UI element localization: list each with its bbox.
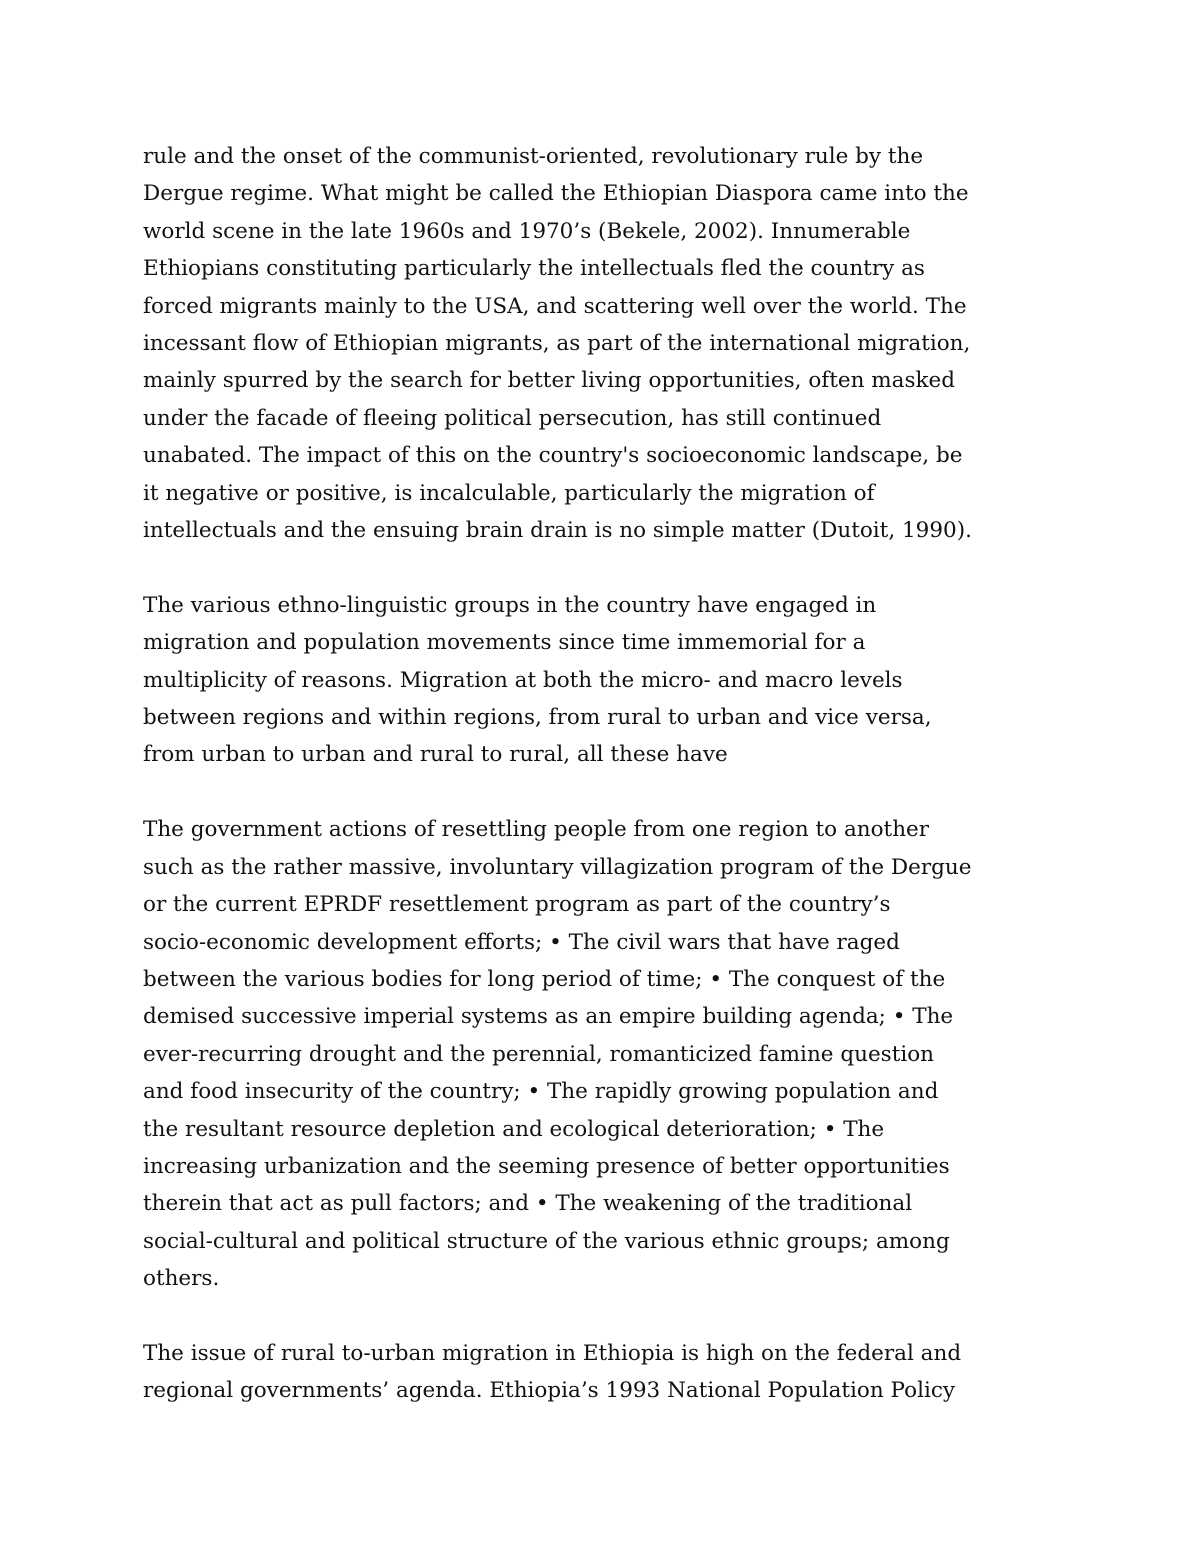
- text-line: therein that act as pull factors; and • The weakening of the traditional: [143, 1191, 913, 1217]
- text-line: such as the rather massive, involuntary villagization program of the Dergue: [143, 854, 972, 880]
- paragraph-ethno-linguistic-migration: [143, 587, 1073, 774]
- text-line: and food insecurity of the country; • The rapidly growing population and: [143, 1079, 939, 1105]
- paragraph-ethiopian-diaspora: [143, 138, 1073, 549]
- text-line: or the current EPRDF resettlement program as part of the country’s: [143, 892, 891, 918]
- text-line: others.: [143, 1266, 220, 1292]
- text-line: between the various bodies for long period of time; • The conquest of the: [143, 966, 946, 992]
- text-line: forced migrants mainly to the USA, and scattering well over the world. The: [143, 293, 967, 319]
- document-body: [143, 138, 1073, 1447]
- text-line: The various ethno-linguistic groups in the country have engaged in: [143, 592, 877, 618]
- text-line: migration and population movements since time immemorial for a: [143, 630, 866, 656]
- text-line: intellectuals and the ensuing brain drain is no simple matter (Dutoit, 1990).: [143, 518, 972, 544]
- text-line: social-cultural and political structure of the various ethnic groups; among: [143, 1228, 950, 1254]
- text-line: rule and the onset of the communist-oriented, revolutionary rule by the: [143, 144, 924, 169]
- text-line: between regions and within regions, from rural to urban and vice versa,: [143, 705, 932, 731]
- text-line: ever-recurring drought and the perennial, romanticized famine question: [143, 1041, 935, 1067]
- text-line: under the facade of fleeing political persecution, has still continued: [143, 405, 882, 431]
- text-line: The issue of rural to-urban migration in Ethiopia is high on the federal and: [143, 1340, 962, 1366]
- text-line: Ethiopians constituting particularly the intellectuals fled the country as: [143, 256, 925, 282]
- text-line: multiplicity of reasons. Migration at both the micro- and macro levels: [143, 667, 903, 693]
- text-line: the resultant resource depletion and ecological deterioration; • The: [143, 1116, 885, 1142]
- text-line: increasing urbanization and the seeming presence of better opportunities: [143, 1153, 950, 1179]
- text-line: mainly spurred by the search for better living opportunities, often masked: [143, 368, 956, 394]
- text-line: world scene in the late 1960s and 1970’s (Bekele, 2002). Innumerable: [143, 218, 911, 244]
- paragraph-government-resettlement: [143, 811, 1073, 1297]
- text-line: incessant flow of Ethiopian migrants, as part of the international migration,: [143, 331, 971, 357]
- text-line: unabated. The impact of this on the country's socioeconomic landscape, be: [143, 443, 963, 469]
- text-line: The government actions of resettling people from one region to another: [143, 817, 930, 843]
- text-line: from urban to urban and rural to rural, all these have: [143, 742, 728, 768]
- paragraph-rural-urban-migration: [143, 1335, 1073, 1410]
- text-line: socio-economic development efforts; • The civil wars that have raged: [143, 929, 900, 955]
- text-line: regional governments’ agenda. Ethiopia’s 1993 National Population Policy: [143, 1378, 956, 1404]
- text-line: demised successive imperial systems as an empire building agenda; • The: [143, 1004, 954, 1030]
- text-line: Dergue regime. What might be called the Ethiopian Diaspora came into the: [143, 181, 969, 207]
- text-line: it negative or positive, is incalculable, particularly the migration of: [143, 480, 875, 506]
